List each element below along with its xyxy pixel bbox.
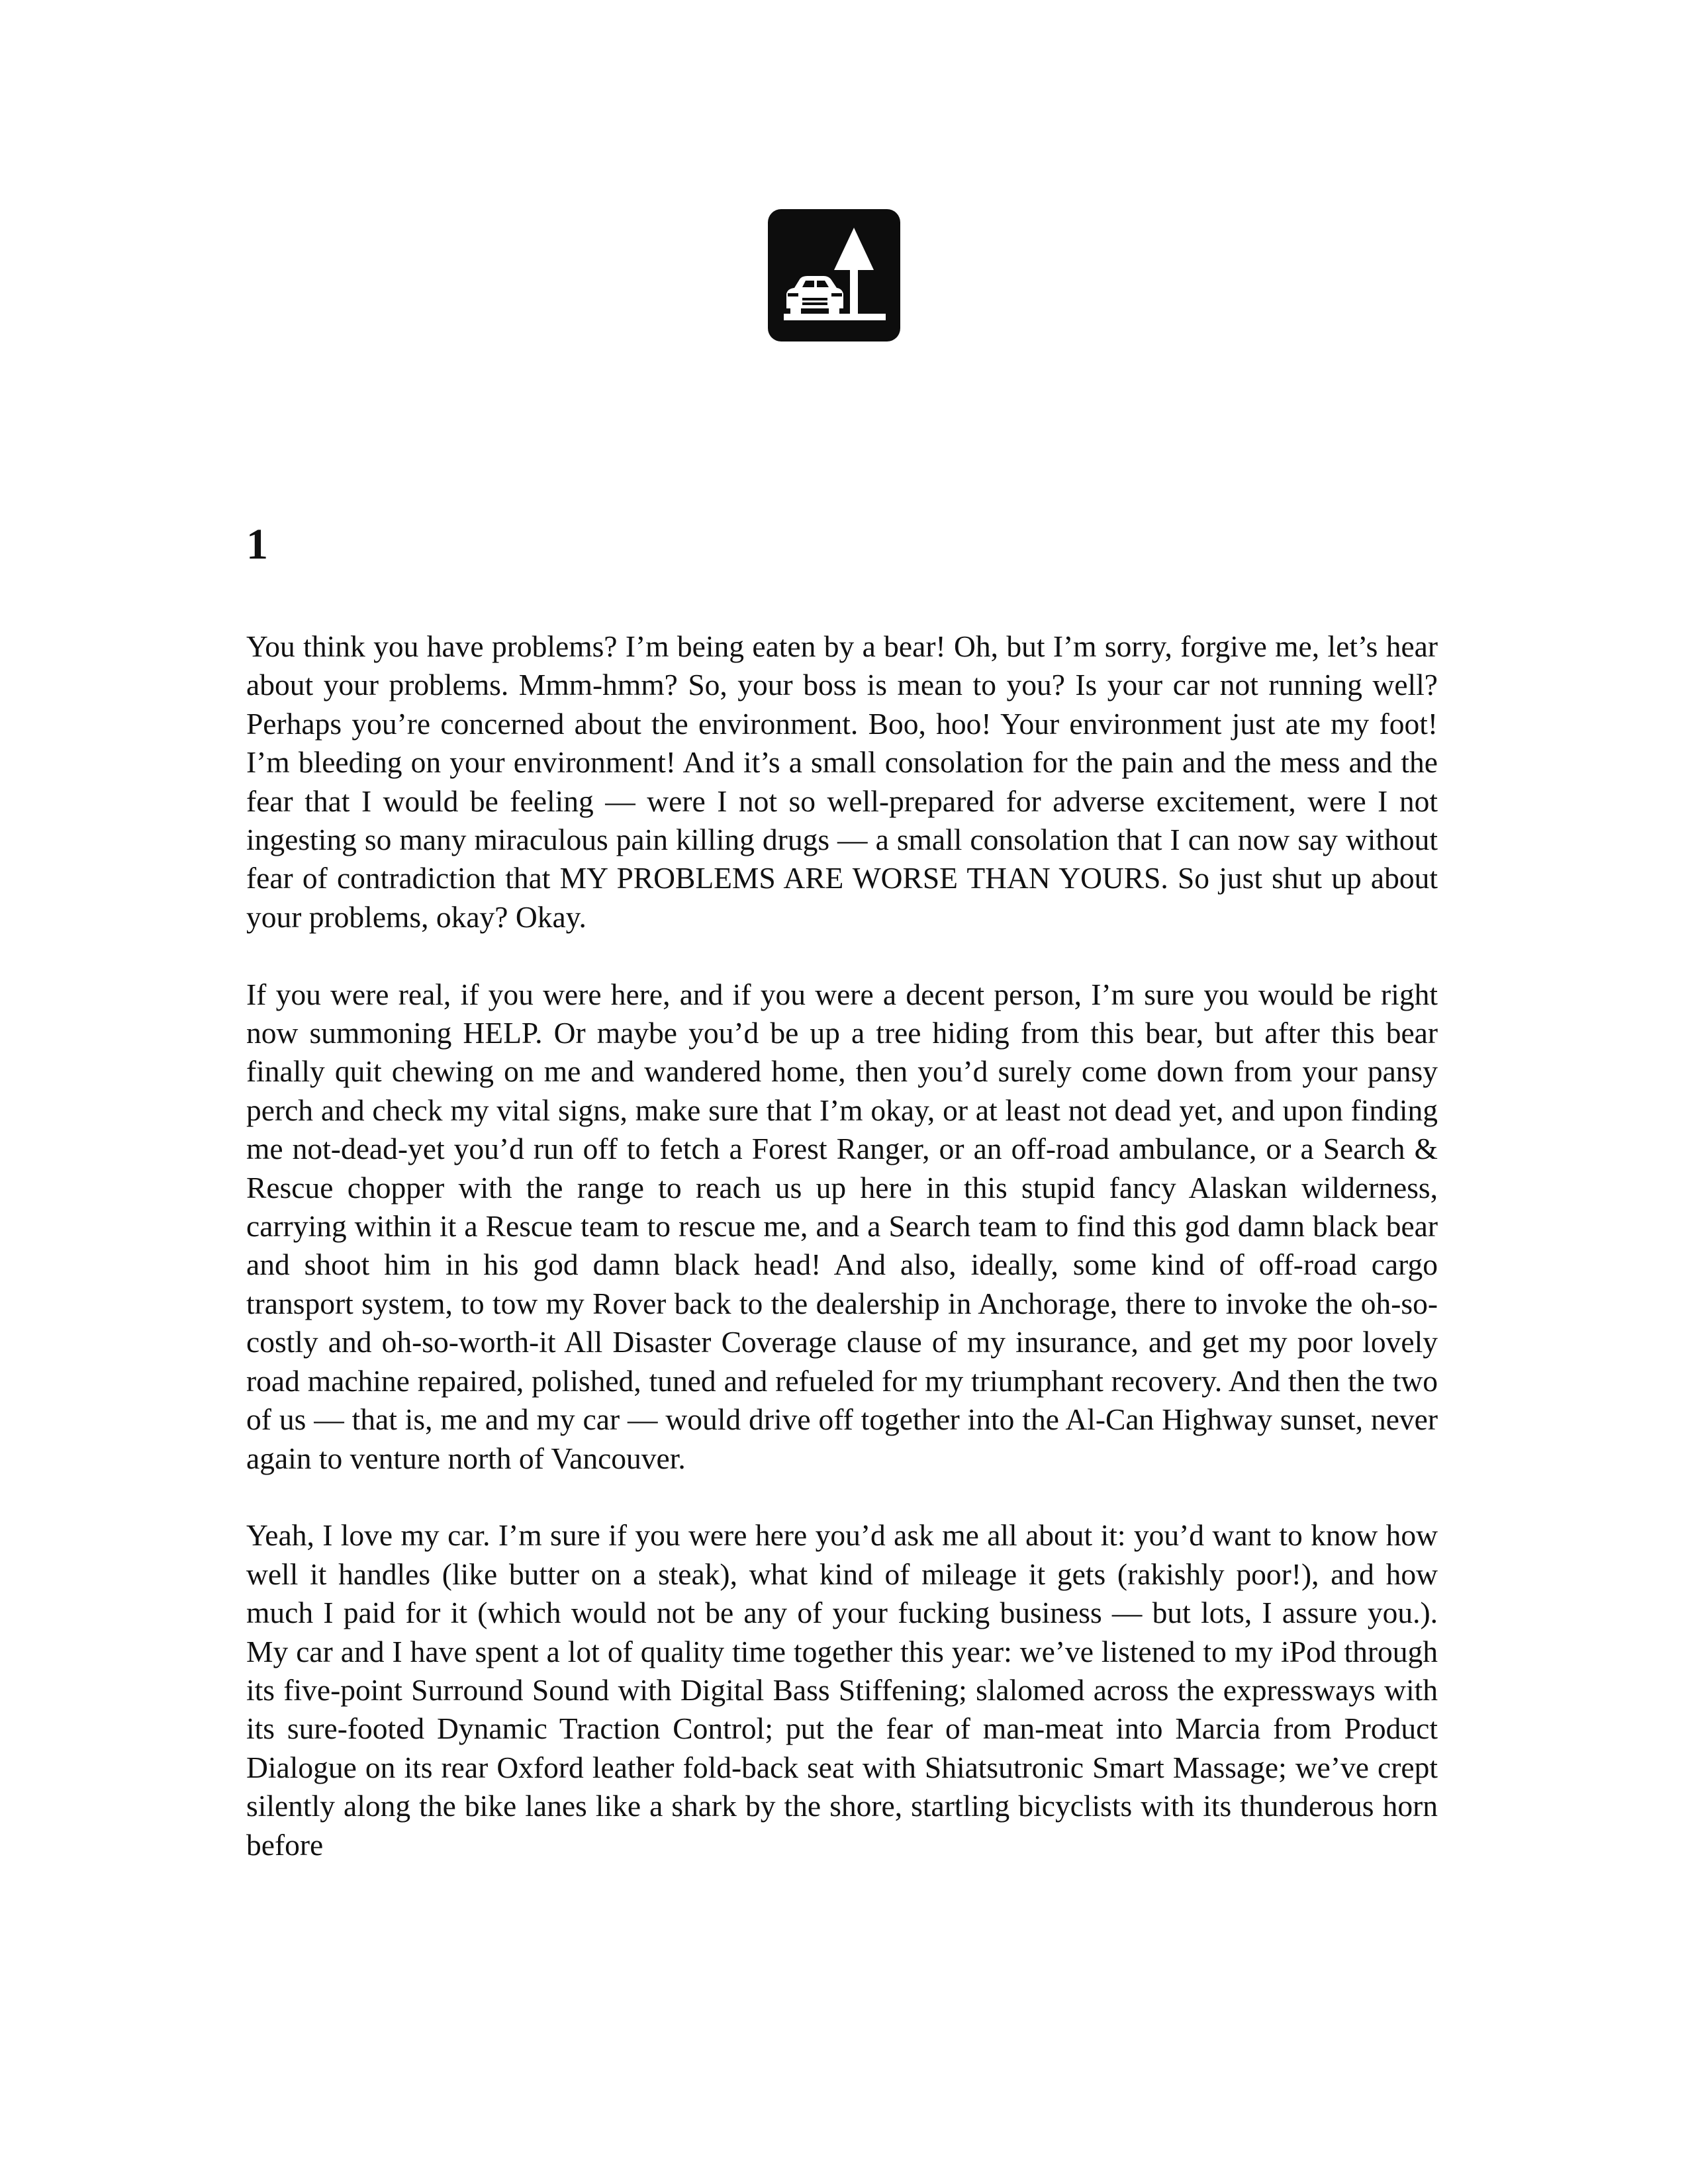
scenic-route-car-sign-icon [768,209,900,341]
chapter-icon [768,209,900,341]
chapter-number: 1 [246,520,268,569]
chapter-body [246,627,1438,1903]
paragraph-2: If you were real, if you were here, and if you were a decent person, I’m sure you would be right now summoning HELP. Or maybe you’d be up a tree hiding from this bear, but after this bear finally quit chewing on me and wandered home, then you’d surely come down from your pansy perch and check my vital signs, make sure that I’m okay, or at least not dead yet, and upon finding me not-dead-yet you’d run off to fetch a Forest Ranger, or an off-road ambulance, or a Search & Rescue chopper with the range to reach us up here in this stupid fancy Alaskan wilderness, carrying within it a Rescue team to rescue me, and a Search team to find this god damn black bear and shoot him in his god damn black head! And also, ideally, some kind of off-road cargo transport system, to tow my Rover back to the dealership in Anchorage, there to invoke the oh-so-costly and oh-so-worth-it All Disaster Coverage clause of my insurance, and get my poor lovely road machine repaired, polished, tuned and refueled for my triumphant recovery. And then the two of us — that is, me and my car — would drive off together into the Al-Can Highway sunset, never again to venture north of Vancouver. [246,977,1438,1475]
paragraph-1: You think you have problems? I’m being eaten by a bear! Oh, but I’m sorry, forgive me, let’s hear about your problems. Mmm-hmm? So, your boss is mean to you? Is your car not running well? Perhaps you’re concerned about the environment. Boo, hoo! Your environment just ate my foot! I’m bleeding on your environment! And it’s a small consolation for the pain and the mess and the fear that I would be feeling — were I not so well-prepared for adverse excitement, were I not ingesting so many miraculous pain killing drugs — a small consolation that I can now say without fear of contradiction that MY PROBLEMS ARE WORSE THAN YOURS. So just shut up about your problems, okay? Okay. [246,629,1438,934]
paragraph-3: Yeah, I love my car. I’m sure if you were here you’d ask me all about it: you’d want to know how well it handles (like butter on a steak), what kind of mileage it gets (rakishly poor!), and how much I paid for it (which would not be any of your fucking business — but lots, I assure you.). My car and I have spent a lot of quality time together this year: we’ve listened to my iPod through its five-point Surround Sound with Digital Bass Stiffening; slalomed across the expressways with its sure-footed Dynamic Traction Control; put the fear of man-meat into Marcia from Product Dialogue on its rear Oxford leather fold-back seat with Shiatsutronic Smart Massage; we’ve crept silently along the bike lanes like a shark by the shore, startling bicyclists with its thunderous horn before [246,1518,1438,1862]
